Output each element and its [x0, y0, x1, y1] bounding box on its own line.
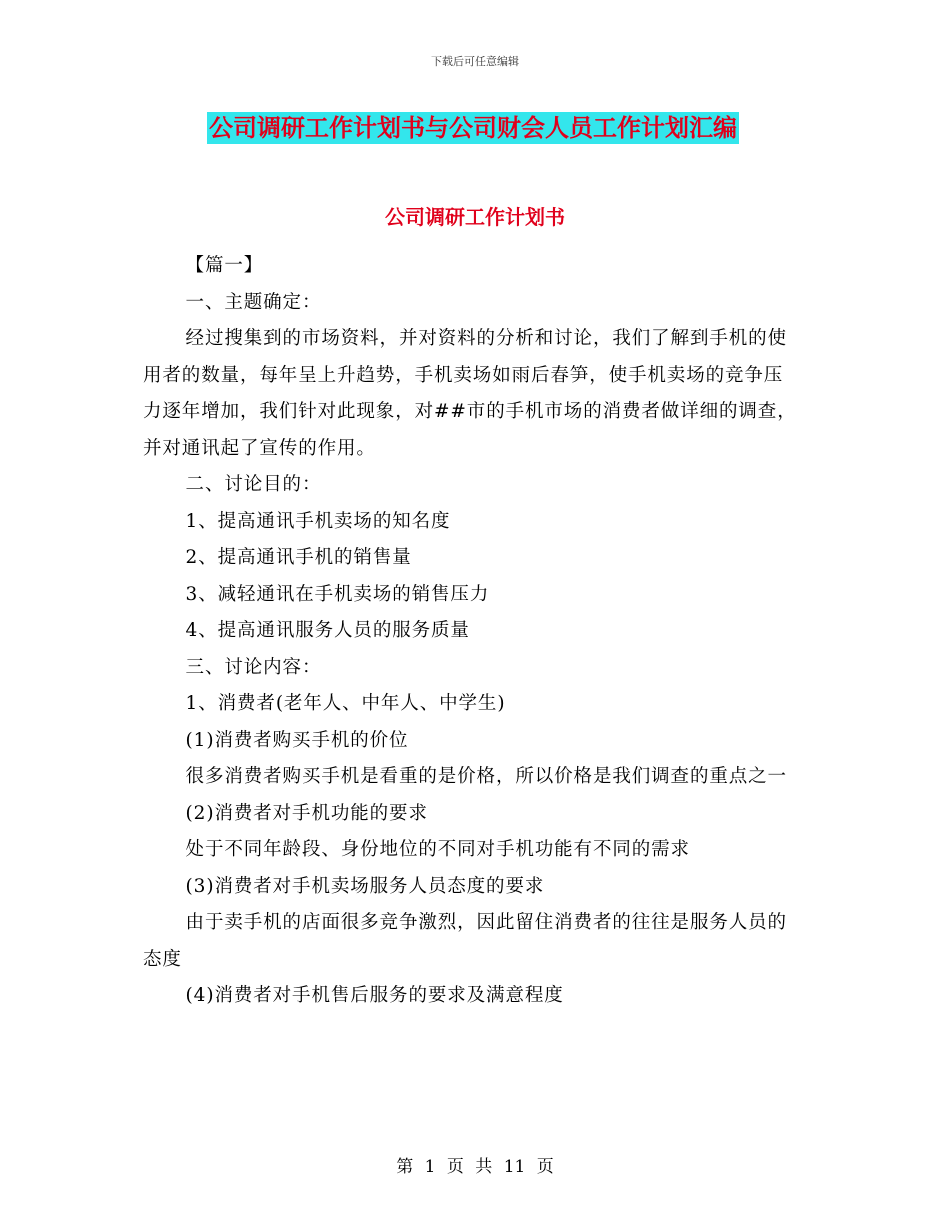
header-note: 下载后可任意编辑	[431, 55, 519, 68]
paragraph: 三、讨论内容：	[185, 656, 322, 678]
paragraph: 1、消费者(老年人、中年人、中学生)	[185, 693, 506, 714]
paragraph: 2、提高通讯手机的销售量	[185, 547, 412, 568]
paragraph: 经过搜集到的市场资料，并对资料的分析和讨论，我们了解到手机的使用者的数量，每年呈上升趋势，手机卖场如雨后春笋，使手机卖场的竞争压力逐年增加，我们针对此现象，对##市的手机市场的消费者做详细的调查，并对通讯起了宣传的作用。	[143, 328, 797, 459]
paragraph: 一、主题确定：	[185, 291, 322, 313]
paragraph: (2)消费者对手机功能的要求	[185, 802, 428, 824]
paragraph: 很多消费者购买手机是看重的是价格，所以价格是我们调查的重点之一	[185, 766, 787, 787]
section-title: 公司调研工作计划书	[385, 205, 565, 229]
paragraph: 【篇一】	[185, 255, 264, 276]
paragraph: (1)消费者购买手机的价位	[185, 729, 409, 751]
paragraph: 由于卖手机的店面很多竞争激烈，因此留住消费者的往往是服务人员的态度	[143, 912, 787, 970]
page-footer: 第 1 页 共 11 页	[396, 1157, 554, 1177]
paragraph: 处于不同年龄段、身份地位的不同对手机功能有不同的需求	[185, 839, 690, 860]
main-title-wrap	[207, 112, 789, 144]
main-title: 公司调研工作计划书与公司财会人员工作计划汇编	[209, 114, 737, 142]
paragraph: 二、讨论目的：	[185, 474, 322, 495]
paragraph: (4)消费者对手机售后服务的要求及满意程度	[185, 985, 564, 1006]
paragraph: 1、提高通讯手机卖场的知名度	[185, 510, 451, 532]
paragraph: 3、减轻通讯在手机卖场的销售压力	[185, 583, 490, 605]
document-body	[143, 248, 798, 1015]
paragraph: (3)消费者对手机卖场服务人员态度的要求	[185, 875, 545, 897]
paragraph: 4、提高通讯服务人员的服务质量	[185, 620, 470, 641]
